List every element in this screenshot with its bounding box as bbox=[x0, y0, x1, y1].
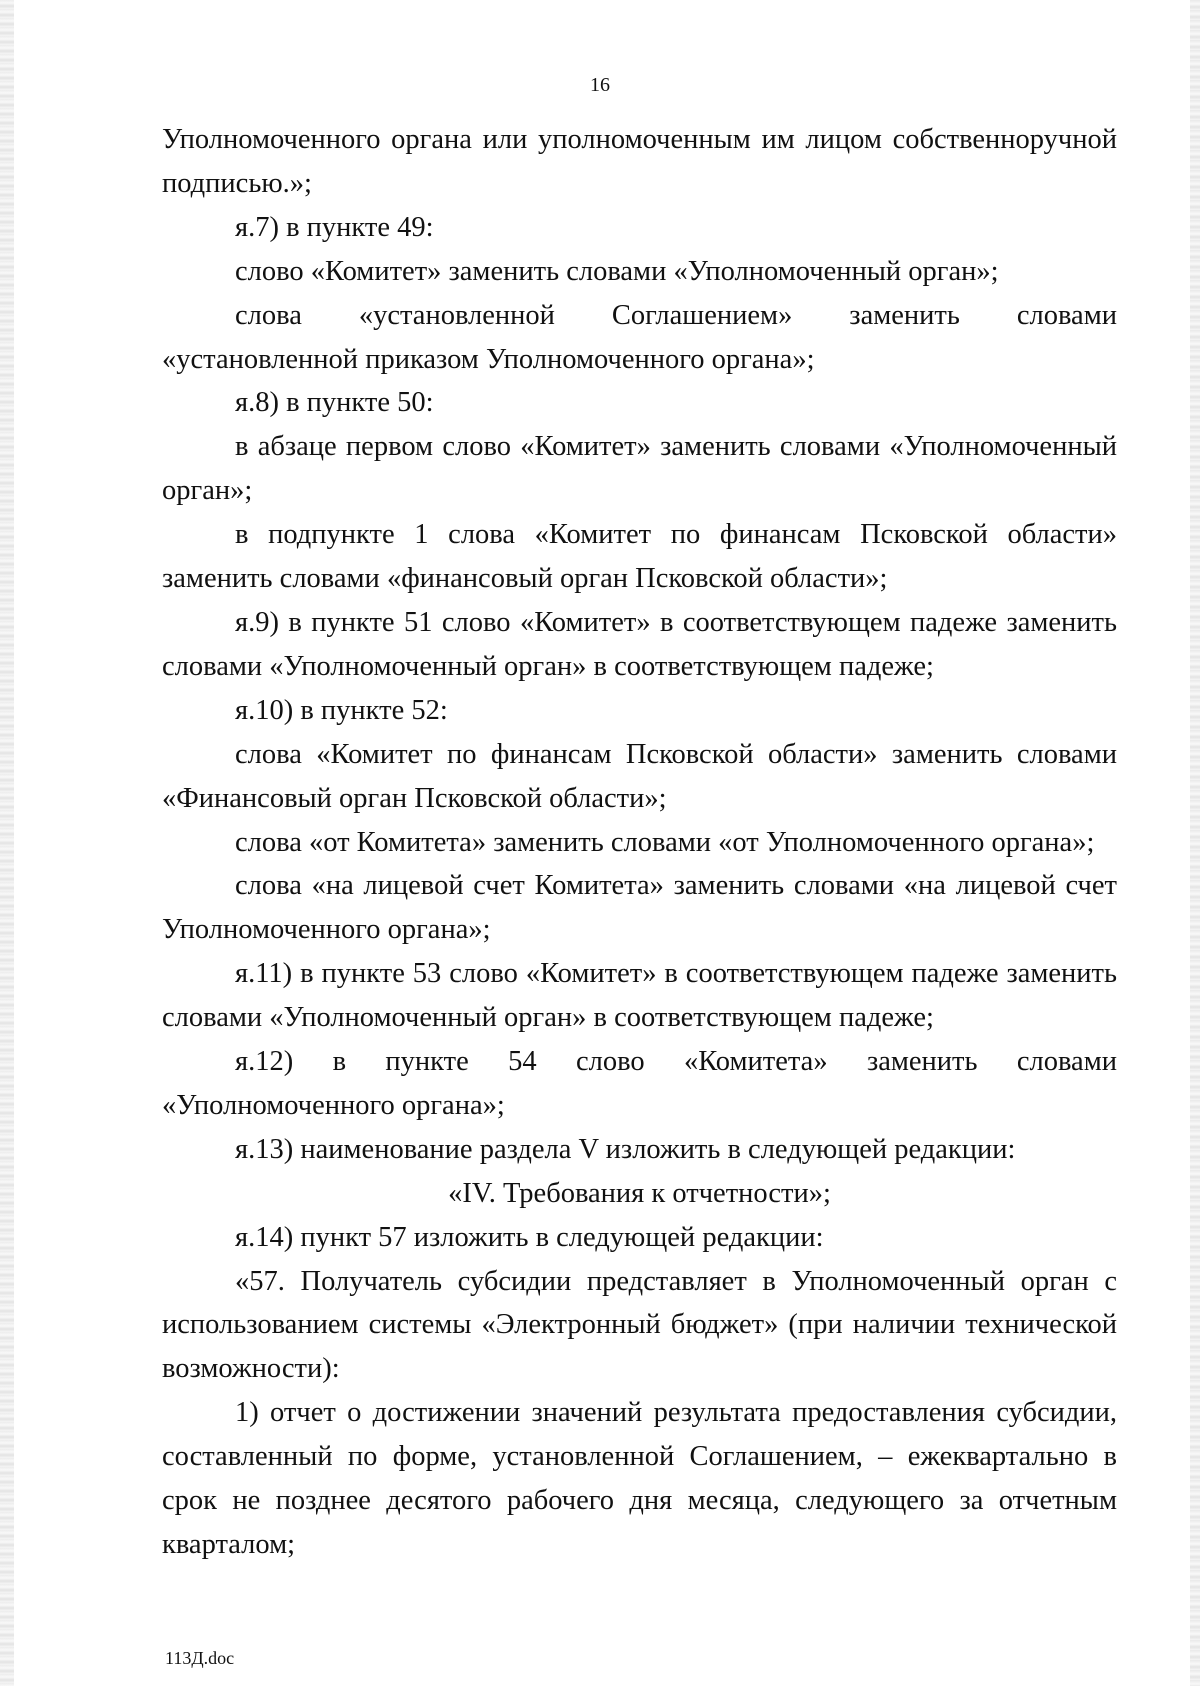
page-number: 16 bbox=[590, 74, 610, 96]
document-body bbox=[162, 118, 1117, 1567]
scan-edge-left bbox=[0, 0, 14, 1686]
footer-filename: 113Д.doc bbox=[165, 1648, 235, 1668]
paragraph-item-ya9: я.9) в пункте 51 слово «Комитет» в соответствующем падеже заменить словами «Уполномоченный орган» в соответствующем падеже; bbox=[162, 606, 1117, 682]
paragraph: в абзаце первом слово «Комитет» заменить словами «Уполномоченный орган»; bbox=[162, 431, 1117, 507]
section-heading: «IV. Требования к отчетности»; bbox=[448, 1177, 831, 1209]
paragraph: слово «Комитет» заменить словами «Уполномоченный орган»; bbox=[235, 255, 999, 287]
scan-edge-right bbox=[1190, 0, 1200, 1686]
paragraph: в подпункте 1 слова «Комитет по финансам Псковской области» заменить словами «финансовый орган Псковской области»; bbox=[162, 519, 1117, 595]
paragraph-item-ya14: я.14) пункт 57 изложить в следующей редакции: bbox=[235, 1221, 824, 1253]
paragraph: слова «установленной Соглашением» заменить словами «установленной приказом Уполномоченного органа»; bbox=[162, 299, 1117, 375]
paragraph-clause-57: «57. Получатель субсидии представляет в Уполномоченный орган с использованием системы «Электронный бюджет» (при наличии технической возможности): bbox=[162, 1265, 1117, 1385]
paragraph: слова «Комитет по финансам Псковской области» заменить словами «Финансовый орган Псковской области»; bbox=[162, 738, 1117, 814]
paragraph: слова «на лицевой счет Комитета» заменить словами «на лицевой счет Уполномоченного органа»; bbox=[162, 870, 1117, 946]
paragraph-item-ya12: я.12) в пункте 54 слово «Комитета» заменить словами «Уполномоченного органа»; bbox=[162, 1046, 1117, 1121]
paragraph-continuation: Уполномоченного органа или уполномоченным им лицом собственноручной подписью.»; bbox=[162, 124, 1117, 199]
paragraph-item-ya8: я.8) в пункте 50: bbox=[235, 387, 434, 419]
paragraph-item-ya13: я.13) наименование раздела V изложить в следующей редакции: bbox=[235, 1133, 1016, 1165]
paragraph-item-ya10: я.10) в пункте 52: bbox=[235, 694, 448, 726]
paragraph-subitem-1: 1) отчет о достижении значений результата предоставления субсидии, составленный по форме, установленной Соглашением, – ежеквартально в срок не позднее десятого рабочего дня месяца, следующего за отчетным кварталом; bbox=[162, 1397, 1117, 1560]
paragraph-item-ya7: я.7) в пункте 49: bbox=[235, 211, 434, 243]
paragraph: слова «от Комитета» заменить словами «от Уполномоченного органа»; bbox=[235, 826, 1095, 858]
paragraph-item-ya11: я.11) в пункте 53 слово «Комитет» в соответствующем падеже заменить словами «Уполномоченный орган» в соответствующем падеже; bbox=[162, 958, 1117, 1034]
